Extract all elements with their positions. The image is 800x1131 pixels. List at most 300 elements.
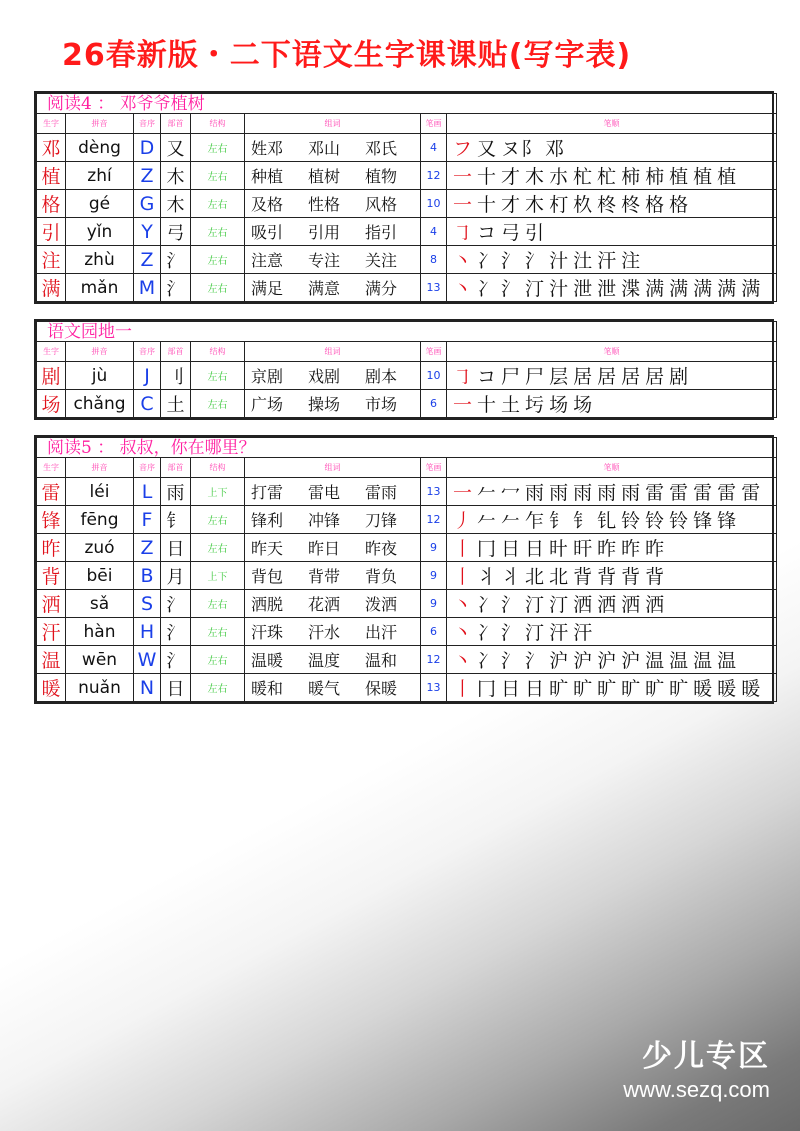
table-row [37,506,777,534]
stroke-step: 丶 [453,278,474,300]
stroke-step: 柿 [621,166,642,188]
stroke-step: 暖 [693,678,714,700]
table-row [37,646,777,674]
column-header-structure: 结构 [191,458,245,478]
pinyin-cell: nuǎn [66,674,134,702]
initial-letter-cell: W [134,646,161,674]
stroke-step: 丬 [501,566,522,588]
stroke-step: 汀 [525,594,546,616]
radical-cell: 氵 [161,246,191,274]
stroke-step: 日 [501,538,522,560]
words-cell [245,590,421,618]
radical-cell: 日 [161,534,191,562]
watermark-url: www.sezq.com [623,1077,770,1102]
structure-cell: 左右 [191,162,245,190]
pinyin-cell: hàn [66,618,134,646]
word-item: 雷雨 [365,483,398,502]
stroke-step: 北 [549,566,570,588]
word-item: 汗水 [308,623,341,642]
stroke-order-cell [447,390,777,418]
stroke-step: 氵 [501,250,522,272]
radical-cell: 氵 [161,274,191,302]
words-cell [245,390,421,418]
radical-cell: 氵 [161,590,191,618]
stroke-step: 冫 [477,594,498,616]
word-item: 锋利 [251,511,284,530]
pinyin-cell: fēng [66,506,134,534]
stroke-step: 居 [621,366,642,388]
stroke-step: 格 [645,194,666,216]
word-item: 背带 [308,567,341,586]
column-header-words: 组词 [245,114,421,134]
character-cell: 暖 [37,674,66,702]
pinyin-cell: zuó [66,534,134,562]
stroke-step: 钆 [597,510,618,532]
stroke-step: 暖 [717,678,738,700]
structure-cell: 左右 [191,390,245,418]
radical-cell: 木 [161,190,191,218]
radical-cell: 弓 [161,218,191,246]
stroke-step: 满 [645,278,666,300]
stroke-step: 温 [645,650,666,672]
table-row [37,274,777,302]
stroke-step: コ [477,222,498,244]
stroke-step: 引 [525,222,546,244]
stroke-step: 丨 [453,538,474,560]
column-header-letter: 音序 [134,458,161,478]
word-item: 及格 [251,195,284,214]
stroke-step: 旷 [549,678,570,700]
stroke-step: 汁 [549,250,570,272]
stroke-step: 氵 [501,650,522,672]
stroke-step: 雷 [645,482,666,504]
word-item: 暖气 [308,679,341,698]
stroke-step: 锋 [693,510,714,532]
initial-letter-cell: L [134,478,161,506]
word-item: 吸引 [251,223,284,242]
watermark [623,1031,770,1103]
stroke-step: 洒 [645,594,666,616]
word-item: 花洒 [308,595,341,614]
column-header-order: 笔顺 [447,342,777,362]
stroke-count-cell: 12 [421,506,447,534]
stroke-step: 满 [669,278,690,300]
stroke-order-cell [447,506,777,534]
character-cell: 温 [37,646,66,674]
column-header-char: 生字 [37,114,66,134]
stroke-step: 背 [573,566,594,588]
word-item: 背包 [251,567,284,586]
stroke-step: 氵 [525,650,546,672]
stroke-step: 满 [717,278,738,300]
stroke-count-cell: 9 [421,562,447,590]
words-cell [245,674,421,702]
character-cell: 剧 [37,362,66,390]
stroke-step: 丬 [477,566,498,588]
word-item: 汗珠 [251,623,284,642]
stroke-step: 汗 [597,250,618,272]
stroke-step: 汗 [573,622,594,644]
structure-cell: 左右 [191,506,245,534]
stroke-step: 铃 [645,510,666,532]
stroke-step: 朩 [549,166,570,188]
stroke-step: 杧 [597,166,618,188]
initial-letter-cell: Z [134,534,161,562]
stroke-step: 泄 [573,278,594,300]
radical-cell: 月 [161,562,191,590]
pinyin-cell: yǐn [66,218,134,246]
words-cell [245,274,421,302]
stroke-order-cell [447,134,777,162]
stroke-order-cell [447,674,777,702]
stroke-step: 一 [453,194,474,216]
stroke-step: 居 [597,366,618,388]
stroke-step: 洒 [621,594,642,616]
stroke-step: 昨 [597,538,618,560]
character-cell: 注 [37,246,66,274]
stroke-step: 柿 [645,166,666,188]
stroke-step: 泄 [597,278,618,300]
stroke-order-cell [447,534,777,562]
word-item: 洒脱 [251,595,284,614]
structure-cell: 左右 [191,534,245,562]
stroke-count-cell: 13 [421,674,447,702]
character-cell: 引 [37,218,66,246]
word-item: 满足 [251,279,284,298]
stroke-step: 昨 [621,538,642,560]
stroke-step: 层 [549,366,570,388]
stroke-step: 雨 [573,482,594,504]
stroke-order-cell [447,246,777,274]
initial-letter-cell: H [134,618,161,646]
character-cell: 昨 [37,534,66,562]
stroke-order-cell [447,590,777,618]
stroke-step: 锋 [717,510,738,532]
stroke-order-cell [447,190,777,218]
stroke-step: 钅 [549,510,570,532]
initial-letter-cell: F [134,506,161,534]
stroke-order-cell [447,646,777,674]
stroke-step: 居 [645,366,666,388]
structure-cell: 左右 [191,646,245,674]
table-row [37,246,777,274]
stroke-step: 雷 [741,482,762,504]
pinyin-cell: jù [66,362,134,390]
stroke-step: 土 [501,394,522,416]
word-item: 风格 [365,195,398,214]
stroke-step: 沪 [549,650,570,672]
word-item: 满意 [308,279,341,298]
stroke-step: ㇆ [453,222,474,244]
word-item: 刀锋 [365,511,398,530]
word-item: 打雷 [251,483,284,502]
character-cell: 邓 [37,134,66,162]
stroke-step: 旰 [573,538,594,560]
stroke-step: 洒 [597,594,618,616]
stroke-step: 一 [453,394,474,416]
structure-cell: 左右 [191,274,245,302]
stroke-count-cell: 13 [421,274,447,302]
word-item: 泼洒 [365,595,398,614]
stroke-order-cell [447,562,777,590]
character-cell: 格 [37,190,66,218]
stroke-count-cell: 12 [421,646,447,674]
stroke-step: 汀 [549,594,570,616]
word-item: 姓邓 [251,139,284,158]
stroke-step: コ [477,366,498,388]
initial-letter-cell: S [134,590,161,618]
words-cell [245,506,421,534]
stroke-step: 尸 [501,366,522,388]
stroke-step: 满 [741,278,762,300]
stroke-step: 邓 [545,138,566,160]
stroke-step: 旷 [597,678,618,700]
stroke-step: 植 [717,166,738,188]
stroke-step: 雨 [597,482,618,504]
stroke-step: 洒 [573,594,594,616]
stroke-step: 温 [669,650,690,672]
table-row [37,618,777,646]
stroke-count-cell: 4 [421,218,447,246]
word-item: 关注 [365,251,398,270]
stroke-step: 丶 [453,250,474,272]
structure-cell: 上下 [191,478,245,506]
stroke-order-cell [447,162,777,190]
column-header-structure: 结构 [191,114,245,134]
word-item: 操场 [308,395,341,414]
stroke-step: 冫 [477,250,498,272]
stroke-step: 剧 [669,366,690,388]
stroke-step: 汀 [525,622,546,644]
column-header-pinyin: 拼音 [66,458,134,478]
structure-cell: 左右 [191,674,245,702]
initial-letter-cell: Z [134,246,161,274]
stroke-step: 雨 [549,482,570,504]
radical-cell: 土 [161,390,191,418]
character-cell: 汗 [37,618,66,646]
stroke-count-cell: 9 [421,534,447,562]
pinyin-cell: wēn [66,646,134,674]
stroke-step: 钅 [573,510,594,532]
stroke-count-cell: 10 [421,362,447,390]
structure-cell: 左右 [191,246,245,274]
initial-letter-cell: J [134,362,161,390]
stroke-step: ㇆ [453,366,474,388]
pinyin-cell: léi [66,478,134,506]
word-item: 昨天 [251,539,284,558]
table-row [37,562,777,590]
stroke-step: 丨 [453,566,474,588]
radical-cell: 又 [161,134,191,162]
column-header-letter: 音序 [134,342,161,362]
stroke-step: 旪 [549,538,570,560]
table-row [37,390,777,418]
words-cell [245,646,421,674]
stroke-step: 木 [525,194,546,216]
word-item: 指引 [365,223,398,242]
stroke-step: 𠂉 [477,482,498,504]
word-item: 植物 [365,167,398,186]
table-row [37,590,777,618]
stroke-step: 𠂉 [501,510,522,532]
stroke-step: 才 [501,166,522,188]
stroke-step: 暖 [741,678,762,700]
stroke-count-cell: 4 [421,134,447,162]
stroke-order-cell [447,274,777,302]
stroke-order-cell [447,618,777,646]
stroke-step: 才 [501,194,522,216]
watermark-logo: 少儿专区 [642,1039,770,1074]
word-item: 邓山 [308,139,341,158]
character-cell: 雷 [37,478,66,506]
pinyin-cell: gé [66,190,134,218]
stroke-step: 铃 [621,510,642,532]
stroke-step: 冂 [477,678,498,700]
column-header-strokes: 笔画 [421,458,447,478]
table-row [37,534,777,562]
stroke-step: 丶 [453,622,474,644]
structure-cell: 左右 [191,218,245,246]
radical-cell: 木 [161,162,191,190]
word-item: 广场 [251,395,284,414]
stroke-step: 日 [525,678,546,700]
stroke-step: 冫 [477,650,498,672]
stroke-step: フ [453,138,474,160]
stroke-step: 冫 [477,622,498,644]
stroke-order-cell [447,218,777,246]
stroke-order-cell [447,478,777,506]
word-item: 植树 [308,167,341,186]
stroke-step: 汗 [549,622,570,644]
radical-cell: 日 [161,674,191,702]
stroke-step: 注 [621,250,642,272]
stroke-step: 居 [573,366,594,388]
stroke-step: 背 [621,566,642,588]
stroke-step: 昨 [645,538,666,560]
column-header-structure: 结构 [191,342,245,362]
initial-letter-cell: G [134,190,161,218]
pinyin-cell: dèng [66,134,134,162]
column-header-char: 生字 [37,342,66,362]
word-item: 昨夜 [365,539,398,558]
initial-letter-cell: Z [134,162,161,190]
table-row [37,134,777,162]
character-cell: 背 [37,562,66,590]
stroke-step: 冂 [477,538,498,560]
word-item: 温和 [365,651,398,670]
stroke-step: 丶 [453,594,474,616]
stroke-step: 朾 [549,194,570,216]
stroke-step: 雷 [717,482,738,504]
stroke-step: 氵 [501,594,522,616]
words-cell [245,562,421,590]
radical-cell: 雨 [161,478,191,506]
words-cell [245,478,421,506]
stroke-step: 十 [477,166,498,188]
column-header-order: 笔顺 [447,114,777,134]
word-item: 冲锋 [308,511,341,530]
stroke-step: 一 [453,166,474,188]
words-cell [245,218,421,246]
stroke-step: 又 [477,138,498,160]
column-header-radical: 部首 [161,458,191,478]
stroke-step: 场 [573,394,594,416]
stroke-step: 雨 [525,482,546,504]
character-cell: 满 [37,274,66,302]
stroke-step: 汢 [573,250,594,272]
initial-letter-cell: C [134,390,161,418]
word-item: 邓氏 [365,139,398,158]
stroke-step: 日 [525,538,546,560]
stroke-count-cell: 13 [421,478,447,506]
word-item: 戏剧 [308,367,341,386]
page-title: 26春新版・二下语文生字课课贴(写字表) [62,38,632,73]
table-row [37,362,777,390]
column-header-strokes: 笔画 [421,342,447,362]
words-cell [245,246,421,274]
table-row [37,162,777,190]
stroke-step: 氵 [501,622,522,644]
stroke-step: 温 [693,650,714,672]
word-item: 昨日 [308,539,341,558]
word-item: 性格 [308,195,341,214]
structure-cell: 左右 [191,618,245,646]
stroke-step: 沪 [573,650,594,672]
column-header-words: 组词 [245,458,421,478]
word-item: 暖和 [251,679,284,698]
stroke-step: 日 [501,678,522,700]
word-item: 引用 [308,223,341,242]
stroke-step: 杦 [573,194,594,216]
radical-cell: 氵 [161,618,191,646]
column-header-words: 组词 [245,342,421,362]
pinyin-cell: zhí [66,162,134,190]
stroke-step: 北 [525,566,546,588]
stroke-step: 背 [597,566,618,588]
stroke-step: 一 [453,482,474,504]
stroke-step: 满 [693,278,714,300]
words-cell [245,134,421,162]
structure-cell: 左右 [191,134,245,162]
stroke-step: 十 [477,194,498,216]
stroke-step: 丶 [453,650,474,672]
word-item: 保暖 [365,679,398,698]
stroke-step: 沪 [621,650,642,672]
word-item: 剧本 [365,367,398,386]
stroke-count-cell: 9 [421,590,447,618]
stroke-step: 十 [477,394,498,416]
stroke-order-cell [447,362,777,390]
stroke-step: ヌ阝 [501,138,542,160]
radical-cell: 钅 [161,506,191,534]
stroke-step: 丨 [453,678,474,700]
character-cell: 植 [37,162,66,190]
column-header-pinyin: 拼音 [66,114,134,134]
stroke-step: 乍 [525,510,546,532]
column-header-strokes: 笔画 [421,114,447,134]
words-cell [245,618,421,646]
column-header-letter: 音序 [134,114,161,134]
word-item: 温暖 [251,651,284,670]
initial-letter-cell: D [134,134,161,162]
stroke-step: 背 [645,566,666,588]
stroke-step: 汁 [549,278,570,300]
stroke-step: 旷 [621,678,642,700]
stroke-count-cell: 6 [421,618,447,646]
stroke-step: 柊 [597,194,618,216]
structure-cell: 左右 [191,590,245,618]
stroke-step: 𠂉 [477,510,498,532]
